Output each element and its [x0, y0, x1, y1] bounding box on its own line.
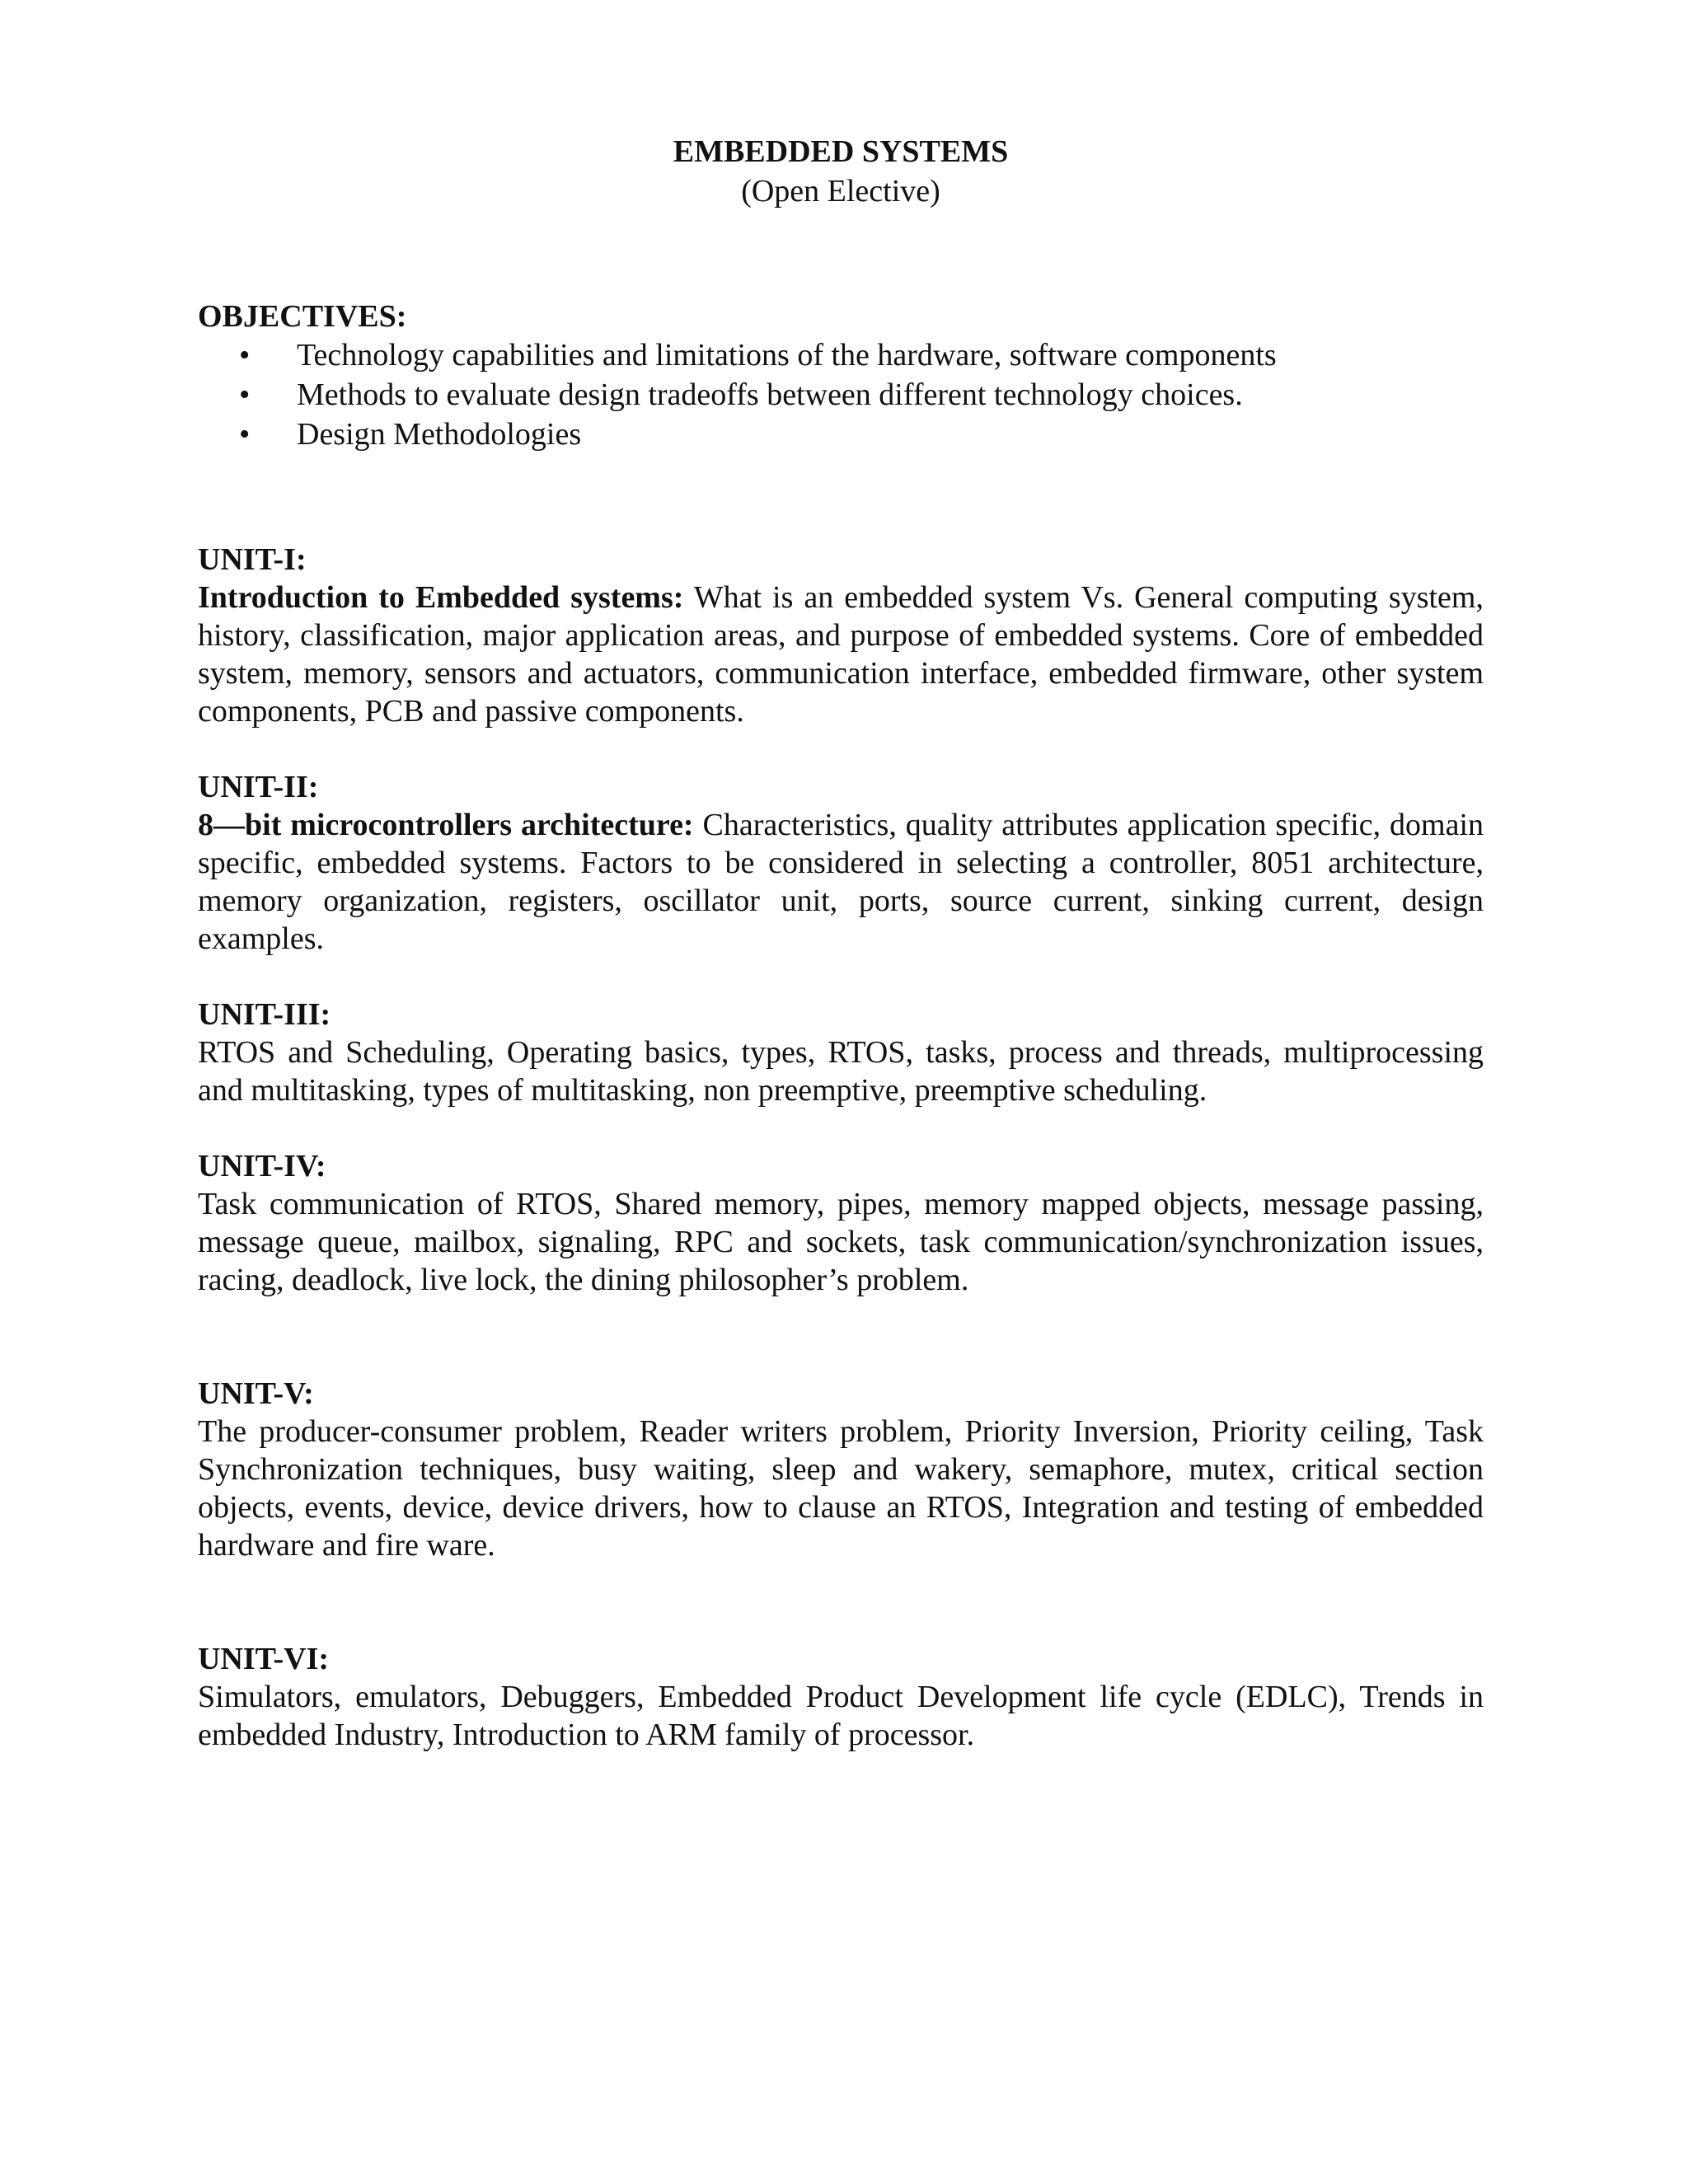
unit-description: The producer-consumer problem, Reader writers problem, Priority Inversion, Priority ceiling, Task Synchronization techniques, busy waiting, sleep and wakery, semaphore, mutex, critical section objects, events, device, device drivers, how to clause an RTOS, Integration and testing of embedded hardware and fire ware.	[198, 1414, 1484, 1563]
objectives-heading: OBJECTIVES:	[198, 299, 407, 334]
bullet-icon: •	[239, 377, 251, 412]
bullet-icon: •	[239, 338, 251, 373]
unit-description	[198, 806, 1484, 958]
unit-2-section	[198, 768, 1484, 958]
unit-heading: UNIT-IV:	[198, 1149, 326, 1183]
unit-heading: UNIT-V:	[198, 1376, 314, 1411]
unit-4-section	[198, 1147, 1484, 1299]
unit-topic-title: 8—bit microcontrollers architecture:	[198, 808, 694, 842]
unit-heading: UNIT-I:	[198, 542, 307, 577]
unit-1-section	[198, 541, 1484, 730]
document-title: EMBEDDED SYSTEMS	[673, 134, 1009, 169]
objective-item	[239, 335, 1484, 375]
unit-heading: UNIT-VI:	[198, 1642, 330, 1676]
unit-3-section	[198, 996, 1484, 1109]
unit-description: RTOS and Scheduling, Operating basics, types, RTOS, tasks, process and threads, multiprocessing and multitasking, types of multitasking, non preemptive, preemptive scheduling.	[198, 1035, 1484, 1108]
unit-heading: UNIT-III:	[198, 997, 331, 1032]
unit-description	[198, 579, 1484, 730]
unit-topic-title: Introduction to Embedded systems:	[198, 580, 684, 615]
objective-item	[239, 375, 1484, 415]
document-subtitle: (Open Elective)	[741, 174, 940, 209]
objective-item	[239, 415, 1484, 454]
unit-heading: UNIT-II:	[198, 770, 319, 804]
document-header	[198, 132, 1484, 211]
objective-text: Methods to evaluate design tradeoffs between different technology choices.	[297, 377, 1243, 412]
bullet-icon: •	[239, 417, 251, 452]
unit-topic-text: What is an embedded system Vs. General computing system, history, classification, major application areas, and purpose of embedded systems. Core of embedded system, memory, sensors and actuators, communication interface, embedded firmware, other system components, PCB and passive components.	[198, 580, 1484, 729]
objectives-section	[198, 298, 1484, 454]
unit-topic-text: Characteristics, quality attributes application specific, domain specific, embedded systems. Factors to be considered in selecting a controller, 8051 architecture, memory organization, registers, oscillator unit, ports, source current, sinking current, design examples.	[198, 808, 1484, 956]
unit-description: Task communication of RTOS, Shared memory, pipes, memory mapped objects, message passing, message queue, mailbox, signaling, RPC and sockets, task communication/synchronization issues, racing, deadlock, live lock, the dining philosopher’s problem.	[198, 1187, 1484, 1297]
unit-5-section	[198, 1375, 1484, 1564]
unit-description: Simulators, emulators, Debuggers, Embedded Product Development life cycle (EDLC), Trends in embedded Industry, Introduction to ARM family of processor.	[198, 1680, 1484, 1752]
objectives-list	[198, 335, 1484, 454]
syllabus-page	[198, 132, 1484, 1792]
unit-6-section	[198, 1640, 1484, 1754]
objective-text: Design Methodologies	[297, 417, 582, 452]
objective-text: Technology capabilities and limitations of the hardware, software components	[297, 338, 1277, 373]
